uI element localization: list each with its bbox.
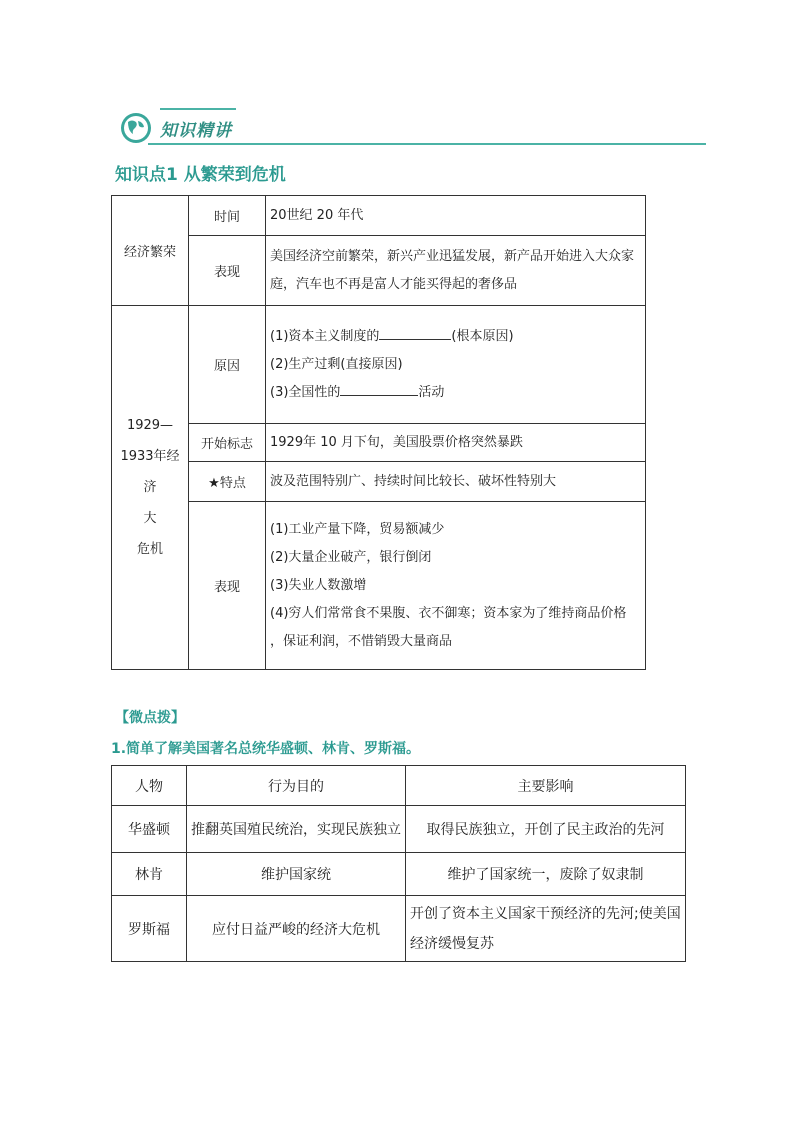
crisis-perf-3: (3)失业人数激增 [270,577,367,593]
person-cell: 罗斯福 [112,896,187,962]
cause-3-blank[interactable] [340,381,418,396]
cause-1-blank[interactable] [379,325,451,340]
header-person: 人物 [112,766,187,806]
impact-cell: 取得民族独立，开创了民主政治的先河 [406,806,686,853]
impact-cell: 开创了资本主义国家干预经济的先河;使美国经济缓慢复苏 [406,896,686,962]
purpose-cell: 维护国家统 [187,853,406,896]
crisis-perf-1: (1)工业产量下降，贸易额减少 [270,521,445,537]
presidents-table [111,765,686,962]
prosperity-perf-value: 美国经济空前繁荣，新兴产业迅猛发展，新产品开始进入大众家庭，汽车也不再是富人才能买得起的奢侈品 [266,236,646,306]
cause-3-note: 活动 [418,384,445,400]
person-cell: 林肯 [112,853,187,896]
cause-cell [266,306,646,424]
header-bottom-line [148,143,706,145]
crisis-label-line1: 1929— [126,418,174,433]
crisis-perf-cell [266,502,646,670]
crisis-label-line4: 危机 [136,542,163,557]
feature-label: ★特点 [189,462,266,502]
header-title: 知识精讲 [160,121,232,141]
start-label: 开始标志 [189,424,266,462]
crisis-label-line3: 大 [143,511,157,526]
crisis-label-line2: 1933年经济 [120,449,180,495]
section-header [120,104,706,146]
cause-3-text: (3)全国性的 [270,384,341,400]
cause-1 [270,323,641,351]
question-1: 1.简单了解美国著名总统华盛顿、林肯、罗斯福。 [111,741,421,757]
impact-cell: 维护了国家统一，废除了奴隶制 [406,853,686,896]
purpose-cell: 推翻英国殖民统治，实现民族独立 [187,806,406,853]
start-value: 1929年 10 月下旬，美国股票价格突然暴跌 [266,424,646,462]
cause-3 [270,379,641,407]
header-top-line [160,108,236,110]
globe-icon [120,112,152,144]
prosperity-perf-label: 表现 [189,236,266,306]
cause-1-text: (1)资本主义制度的 [270,328,380,344]
crisis-label [112,306,189,670]
cause-1-note: (根本原因) [451,328,514,344]
person-cell: 华盛顿 [112,806,187,853]
cause-label: 原因 [189,306,266,424]
feature-value: 波及范围特别广、持续时间比较长、破坏性特别大 [266,462,646,502]
crisis-perf-label: 表现 [189,502,266,670]
header-purpose: 行为目的 [187,766,406,806]
time-value: 20世纪 20 年代 [266,196,646,236]
header-impact: 主要影响 [406,766,686,806]
time-label: 时间 [189,196,266,236]
crisis-perf-4: (4)穷人们常常食不果腹、衣不御寒；资本家为了维持商品价格 ，保证利润，不惜销毁大量商品 [270,605,627,649]
cause-2: (2)生产过剩(直接原因) [270,356,403,372]
purpose-cell: 应付日益严峻的经济大危机 [187,896,406,962]
knowledge-table [111,195,646,670]
crisis-perf-2: (2)大量企业破产，银行倒闭 [270,549,432,565]
prosperity-label: 经济繁荣 [112,196,189,306]
tip-heading: 【微点拨】 [115,710,185,726]
section-title: 知识点1 从繁荣到危机 [115,165,286,185]
